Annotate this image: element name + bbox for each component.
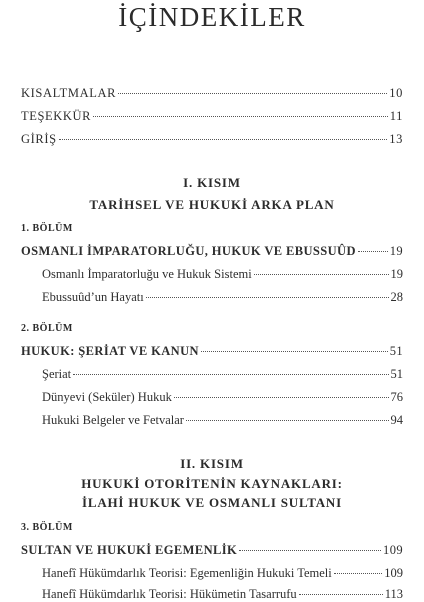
chapter3-label: 3. BÖLÜM bbox=[21, 522, 73, 533]
toc-entry-page: 109 bbox=[384, 566, 403, 580]
leader-dots bbox=[174, 396, 389, 398]
toc-entry-page: 11 bbox=[389, 109, 403, 123]
toc-entry-page: 10 bbox=[389, 86, 403, 100]
toc-entry-tesekkur bbox=[21, 109, 403, 124]
toc-entry-giris bbox=[21, 132, 403, 147]
part1-number: I. KISIM bbox=[183, 175, 241, 190]
leader-dots bbox=[118, 92, 387, 94]
toc-entry-label: Hanefî Hükümdarlık Teorisi: Egemenliğin Hukuki Temeli bbox=[42, 566, 332, 580]
toc-entry-label: Ebussuûd’un Hayatı bbox=[42, 290, 144, 304]
toc-entry-page: 113 bbox=[384, 587, 403, 601]
leader-dots bbox=[93, 115, 388, 117]
toc-entry-page: 19 bbox=[389, 244, 403, 258]
leader-dots bbox=[146, 296, 389, 298]
toc-entry-page: 13 bbox=[389, 132, 403, 146]
page-title: İÇİNDEKİLER bbox=[118, 2, 306, 32]
toc-entry-page: 94 bbox=[390, 413, 403, 427]
leader-dots bbox=[239, 549, 381, 551]
leader-dots bbox=[186, 419, 389, 421]
leader-dots bbox=[254, 273, 389, 275]
toc-entry-label: Hukuki Belgeler ve Fetvalar bbox=[42, 413, 184, 427]
toc-entry-label: KISALTMALAR bbox=[21, 86, 117, 100]
toc-subentry bbox=[42, 267, 403, 282]
toc-entry-page: 76 bbox=[390, 390, 403, 404]
leader-dots bbox=[358, 250, 388, 252]
toc-entry-page: 28 bbox=[390, 290, 403, 304]
leader-dots bbox=[59, 138, 388, 140]
part2-title-line1: HUKUKİ OTORİTENİN KAYNAKLARI: bbox=[81, 476, 343, 491]
chapter1-label: 1. BÖLÜM bbox=[21, 223, 73, 234]
toc-entry-label: Dünyevi (Seküler) Hukuk bbox=[42, 390, 172, 404]
chapter3-heading bbox=[21, 543, 403, 558]
toc-entry-page: 51 bbox=[390, 367, 403, 381]
leader-dots bbox=[334, 572, 383, 574]
toc-entry-kisaltmalar bbox=[21, 86, 403, 101]
part2-number: II. KISIM bbox=[180, 456, 244, 471]
toc-entry-label: Şeriat bbox=[42, 367, 72, 381]
chapter2-label: 2. BÖLÜM bbox=[21, 323, 73, 334]
toc-subentry bbox=[42, 367, 403, 382]
toc-subentry bbox=[42, 390, 403, 405]
toc-entry-page: 51 bbox=[389, 344, 403, 358]
toc-entry-label: OSMANLI İMPARATORLUĞU, HUKUK VE EBUSSUÛD bbox=[21, 244, 356, 258]
part1-title: TARİHSEL VE HUKUKİ ARKA PLAN bbox=[89, 197, 335, 212]
toc-entry-page: 19 bbox=[390, 267, 403, 281]
toc-entry-label: SULTAN VE HUKUKİ EGEMENLİK bbox=[21, 543, 238, 557]
leader-dots bbox=[299, 593, 383, 595]
toc-entry-label: Hanefî Hükümdarlık Teorisi: Hükümetin Tasarrufu bbox=[42, 587, 297, 601]
toc-entry-label: Osmanlı İmparatorluğu ve Hukuk Sistemi bbox=[42, 267, 252, 281]
toc-subentry bbox=[42, 566, 403, 581]
chapter2-heading bbox=[21, 344, 403, 359]
toc-subentry bbox=[42, 290, 403, 305]
chapter1-heading bbox=[21, 244, 403, 259]
toc-subentry bbox=[42, 413, 403, 428]
toc-entry-label: TEŞEKKÜR bbox=[21, 109, 92, 123]
leader-dots bbox=[201, 350, 388, 352]
toc-entry-label: HUKUK: ŞERİAT VE KANUN bbox=[21, 344, 199, 358]
toc-entry-label: GİRİŞ bbox=[21, 132, 57, 146]
toc-entry-page: 109 bbox=[383, 543, 403, 557]
leader-dots bbox=[73, 373, 388, 375]
part2-title-line2: İLAHİ HUKUK VE OSMANLI SULTANI bbox=[82, 495, 342, 510]
